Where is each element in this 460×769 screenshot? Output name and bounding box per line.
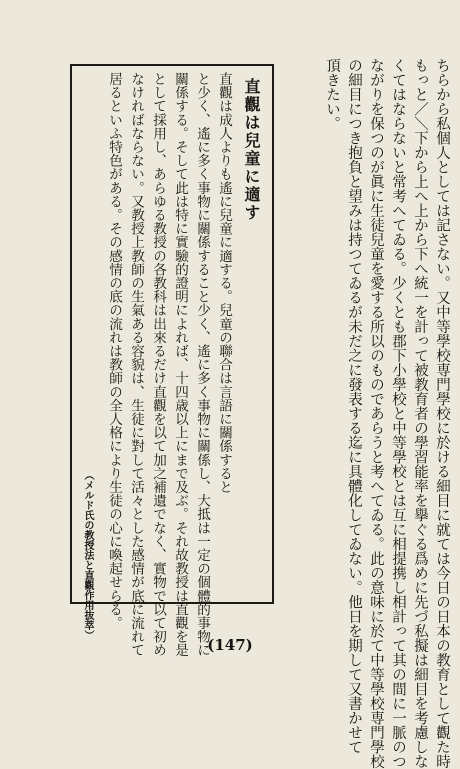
- main-text-line: ちらから私個人としては記さない。又中等學校専門學校に於ける細目に就ては今日の日本の教育として觀た時: [434, 58, 450, 769]
- main-text-line: 頂きたい。: [324, 58, 340, 131]
- box-title: 直觀は兒童に適す: [242, 78, 261, 222]
- page-number: (147): [207, 636, 253, 654]
- box-text-line: と少く、遙に多く事物に關係すること少く、遙に多く事物に關係し、大抵は一定の個體的事物に: [194, 72, 210, 657]
- box-text-line: 居るといふ特色がある。その感情の底の流れは教師の全人格により生徒の心に喚起せらる。: [106, 72, 122, 630]
- box-text-line: として採用し、あらゆる教授の各教科は出來るだけ直觀を以て加之補遺でなく、實物で以て初め: [150, 72, 166, 657]
- box-text-line: 關係する。そして此は特に實驗的證明によれば、十四歳以上にまで及ぶ。それ故教授は直觀を是: [172, 72, 188, 657]
- main-text-line: もっと／＼下から上へ上から下へ統一を計って被教育者の學習能率を擧ぐる爲めに先づ私擬は細目を考慮しな: [412, 58, 428, 769]
- box-text-line: なければならない。又教授上教師の生氣ある容貌は、生徒に對して活々とした感情が底に流れて: [128, 72, 144, 657]
- box-attribution: （メルド氏の教授法と直觀作用抜萃）: [82, 470, 93, 640]
- main-text-line: くてはならないと常考へてゐる。少くとも郡下小學校と中等學校とは互に相提携し相計って其の間に一脈のつ: [390, 58, 406, 769]
- box-text-line: 直觀は成人よりも遙に兒童に適する。兒童の聯合は言語に關係すると: [216, 72, 232, 494]
- main-text-line: の細目につき抱負と望みは持つてゐるが未だ之に發表する迄に具體化してゐない。他日を期して又書かせて: [346, 58, 362, 754]
- main-text-line: ながりを保つのが眞に生徒兒童を愛する所以のものであらうと考へてゐる。此の意味に於て中等學校専門學校: [368, 58, 384, 769]
